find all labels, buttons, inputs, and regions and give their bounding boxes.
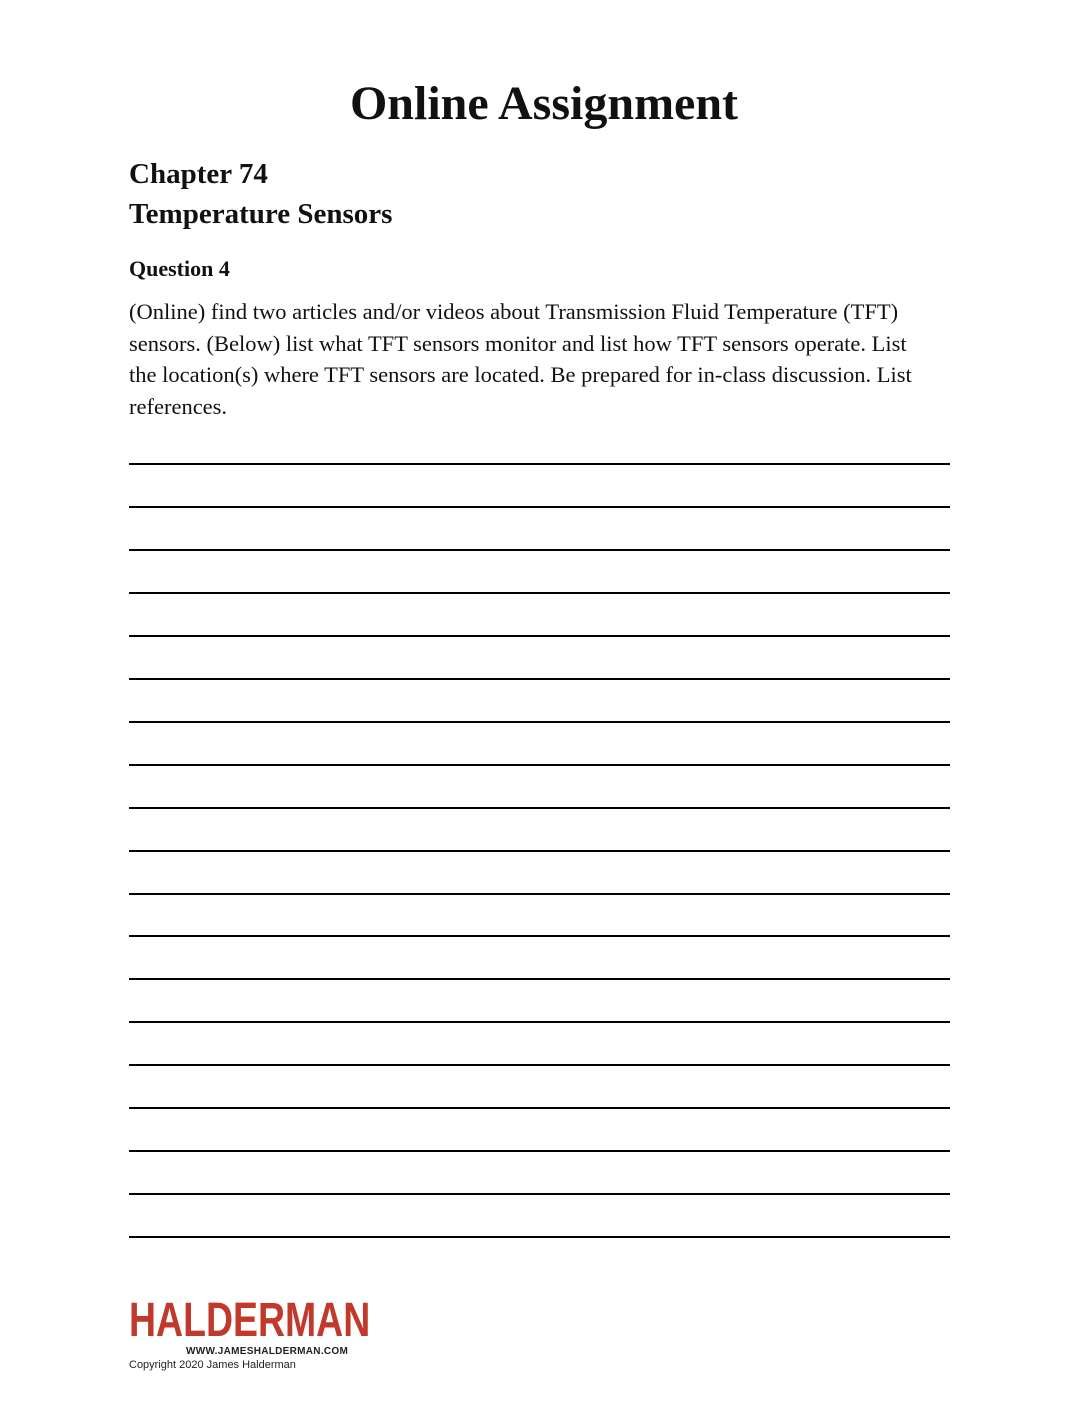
copyright-notice: Copyright 2020 James Halderman: [129, 1359, 296, 1371]
answer-line: [129, 764, 950, 766]
answer-line: [129, 1150, 950, 1152]
answer-line: [129, 592, 950, 594]
answer-line: [129, 1107, 950, 1109]
answer-line: [129, 1236, 950, 1238]
page-title: Online Assignment: [349, 77, 739, 130]
answer-line: [129, 978, 950, 980]
answer-line: [129, 850, 950, 852]
answer-line: [129, 893, 950, 895]
answer-line: [129, 678, 950, 680]
answer-line: [129, 635, 950, 637]
chapter-number: Chapter 74: [129, 158, 268, 190]
answer-lines-area: [129, 0, 950, 1408]
question-prompt: (Online) find two articles and/or videos about Transmission Fluid Temperature (TFT) sensors. (Below) list what TFT sensors monitor and list how TFT sensors operate. List the location(s) where TFT sensors are located. Be prepared for in-class discussion. List references.: [129, 299, 912, 419]
answer-line: [129, 463, 950, 465]
halderman-logo: HALDERMAN: [129, 1294, 371, 1347]
answer-line: [129, 506, 950, 508]
answer-line: [129, 1064, 950, 1066]
chapter-title: Temperature Sensors: [129, 198, 393, 230]
answer-line: [129, 1021, 950, 1023]
question-label: Question 4: [129, 256, 230, 281]
answer-line: [129, 935, 950, 937]
logo-website-url: WWW.JAMESHALDERMAN.COM: [186, 1346, 349, 1357]
answer-line: [129, 549, 950, 551]
answer-line: [129, 807, 950, 809]
answer-line: [129, 721, 950, 723]
answer-line: [129, 1193, 950, 1195]
